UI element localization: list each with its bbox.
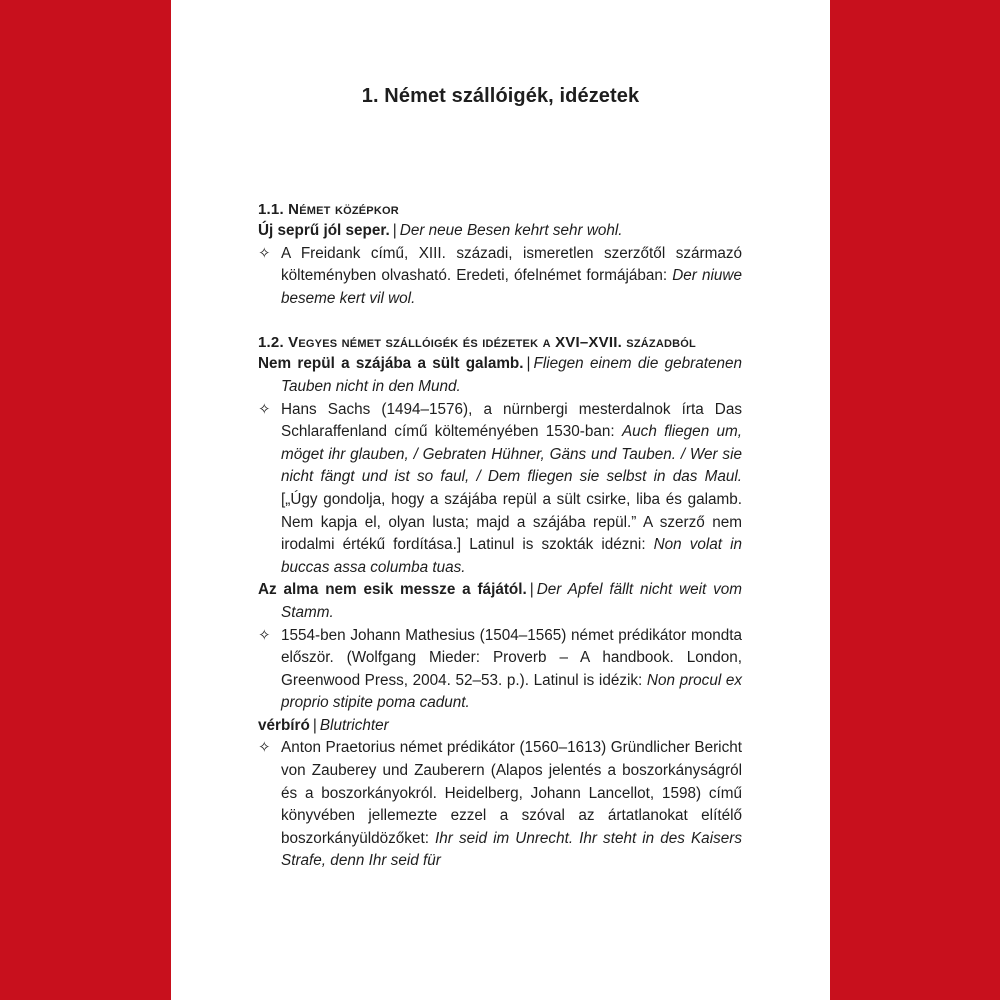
entry-note xyxy=(258,399,742,580)
entry-translation: Fliegen einem die gebratenen Tauben nicht in den Mund. xyxy=(281,355,743,395)
note-quote: Der niuwe beseme kert vil wol. xyxy=(281,267,742,307)
entry-translation: Der neue Besen kehrt sehr wohl. xyxy=(399,222,623,239)
separator: | xyxy=(312,716,317,734)
entry-uj-sepru xyxy=(258,220,742,243)
entry-note xyxy=(258,243,742,311)
entry-headword: Új seprű jól seper. xyxy=(258,222,390,239)
note-text: A Freidank című, XIII. századi, ismeretlen szerzőtől származó költeményben olvasható. Eredeti, ófelnémet formájában: xyxy=(281,244,742,285)
star-icon: ✧ xyxy=(258,400,271,418)
note-text: Anton Praetorius német prédikátor (1560–1613) Gründlicher Bericht von Zauberey und Zauberern (Alapos jelentés a boszorkányságról és a boszorkányokról. Heidelberg, Johann Lancellot, 1598) című könyvében jellemezte ezzel a szóval az ártatlanokat elítélő boszorkányüldözőket: xyxy=(281,739,742,847)
entry-translation: Der Apfel fällt nicht weit vom Stamm. xyxy=(281,581,742,621)
separator: | xyxy=(526,355,531,373)
entry-headword: vérbíró xyxy=(258,716,310,734)
book-page xyxy=(171,0,830,1000)
entry-note xyxy=(258,737,742,873)
page-content xyxy=(258,199,742,873)
entry-headword: Az alma nem esik messze a fájától. xyxy=(258,581,527,599)
separator: | xyxy=(529,581,534,599)
separator: | xyxy=(392,222,397,239)
star-icon: ✧ xyxy=(258,626,271,644)
entry-headword: Nem repül a szájába a sült galamb. xyxy=(258,355,524,373)
note-text: Hans Sachs (1494–1576), a nürnbergi mesterdalnok írta Das Schlaraffenland című költeményében 1530-ban: xyxy=(281,400,742,441)
entry-alma xyxy=(258,579,742,624)
note-quote: Ihr seid im Unrecht. Ihr steht in des Kaisers Strafe, denn Ihr seid für xyxy=(281,829,742,870)
section-heading-1-1: 1.1. Német középkor xyxy=(258,201,399,218)
entry-translation: Blutrichter xyxy=(319,716,389,734)
chapter-title: 1. Német szállóigék, idézetek xyxy=(361,85,640,107)
note-text: [„Úgy gondolja, hogy a szájába repül a sült csirke, liba és galamb. Nem kapja el, olyan lusta; majd a szájába repül.” A szerző nem irodalmi értékű fordítása.] Latinul is szokták idézni: xyxy=(281,490,742,554)
star-icon: ✧ xyxy=(258,739,271,757)
note-quote: Non procul ex proprio stipite poma cadunt. xyxy=(281,671,742,712)
star-icon: ✧ xyxy=(258,244,271,262)
entry-note xyxy=(258,625,742,715)
note-text: 1554-ben Johann Mathesius (1504–1565) német prédikátor mondta először. (Wolfgang Mieder: Proverb – A handbook. London, Greenwood Press, 2004. 52–53. p.). Latinul is idézik: xyxy=(281,626,742,689)
entry-sult-galamb xyxy=(258,353,742,398)
note-quote: Non volat in buccas assa columba tuas. xyxy=(281,536,742,576)
entry-verbiro xyxy=(258,715,742,738)
note-quote: Auch fliegen um, möget ihr glauben, / Gebraten Hühner, Gäns und Tauben. / Wer sie nicht fängt und ist so faul, / Dem fliegen sie selbst in das Maul. xyxy=(281,423,742,486)
section-heading-1-2: 1.2. Vegyes német szállóigék és idézetek a XVI–XVII. századból xyxy=(258,334,696,352)
